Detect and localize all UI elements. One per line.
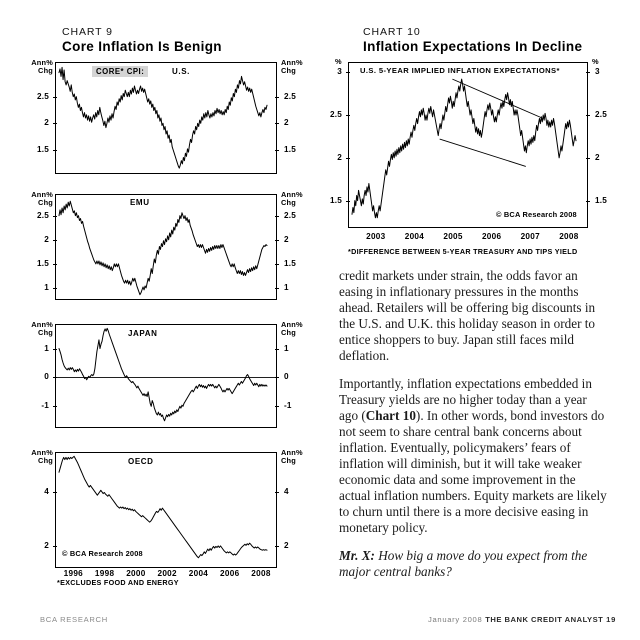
y-axis-tick-mark: [275, 377, 279, 378]
footer-page-number: 19: [606, 615, 616, 624]
lower-channel-line: [440, 139, 526, 166]
y-axis-tick-label: 2.5: [330, 110, 342, 120]
chart9-series-label-emu: EMU: [130, 198, 150, 207]
y-axis-tick-label: 1: [44, 343, 49, 353]
qa-paragraph: [339, 548, 609, 580]
y-axis-tick-mark: [586, 158, 590, 159]
chart10-ylabel-right: %: [592, 57, 599, 66]
chart9-panel-emu: [55, 194, 277, 300]
y-axis-tick-mark: [586, 115, 590, 116]
y-axis-tick-label: 1: [284, 282, 289, 292]
y-axis-tick-label: 2: [44, 541, 49, 551]
paragraph-2-part-b: ). In other words, bond investors do not seem to share central bank concerns about inflation. Eventually, policymakers’ fears of inflation will diminish, but it will take weaker economic data and some improvement in the actual inflation numbers. Equity markets are likely to churn until there is a more decisive easing in monetary policy.: [339, 407, 607, 536]
chart10-series-label: U.S. 5-YEAR IMPLIED INFLATION EXPECTATIONS*: [360, 66, 560, 75]
chart9-oecd-ylabel-right: Ann% Chg: [281, 448, 303, 466]
article-text-column: [339, 268, 609, 580]
chart9-header: [62, 26, 222, 54]
y-axis-tick-label: -1: [284, 401, 292, 411]
y-axis-tick-mark: [346, 72, 350, 73]
x-axis-tick-label: 2004: [188, 569, 209, 578]
y-axis-tick-mark: [275, 150, 279, 151]
x-axis-tick-label: 2008: [251, 569, 271, 578]
y-axis-tick-mark: [53, 349, 57, 350]
chart9-number: CHART 9: [62, 26, 113, 38]
y-axis-tick-mark: [53, 150, 57, 151]
y-axis-tick-mark: [275, 97, 279, 98]
y-axis-tick-label: 2: [595, 152, 600, 162]
chart9-emu-ylabel-left: Ann% Chg: [31, 190, 53, 208]
y-axis-tick-label: 2.5: [37, 91, 49, 101]
y-axis-tick-mark: [346, 201, 350, 202]
chart9-series-label-us: U.S.: [172, 67, 190, 76]
chart9-legend-core-cpi: CORE* CPI:: [92, 66, 148, 77]
y-axis-tick-label: 1.5: [284, 145, 296, 154]
y-axis-tick-label: -1: [41, 401, 49, 411]
y-axis-tick-label: 1.5: [284, 258, 296, 268]
chart10-plot: [348, 62, 588, 228]
panel-plot-japan: [55, 324, 277, 428]
chart-10-reference: Chart 10: [365, 407, 416, 423]
x-axis-tick-label: 2007: [520, 232, 540, 241]
y-axis-tick-mark: [346, 115, 350, 116]
y-axis-tick-label: 2: [44, 234, 49, 244]
y-axis-tick-mark: [53, 406, 57, 407]
y-axis-tick-label: 3: [337, 67, 342, 77]
y-axis-tick-label: 2.5: [284, 91, 296, 101]
y-axis-tick-mark: [275, 492, 279, 493]
x-axis-tick-label: 2004: [404, 232, 425, 241]
y-axis-tick-mark: [53, 288, 57, 289]
chart9-japan-ylabel-right: Ann% Chg: [281, 320, 303, 338]
y-axis-tick-mark: [53, 264, 57, 265]
y-axis-tick-label: 0: [44, 372, 49, 382]
y-axis-tick-label: 1: [284, 343, 289, 353]
chart9-panel-japan: [55, 324, 277, 428]
y-axis-tick-mark: [275, 264, 279, 265]
x-axis-tick-label: 2002: [157, 569, 177, 578]
x-axis-tick-label: 2006: [481, 232, 502, 241]
y-axis-tick-mark: [53, 492, 57, 493]
x-axis-tick-label: 2008: [559, 232, 579, 241]
chart9-us-ylabel-right: Ann% Chg: [281, 58, 303, 76]
y-axis-tick-label: 2.5: [37, 210, 49, 220]
panel-plot-emu: [55, 194, 277, 300]
chart9-footnote: *EXCLUDES FOOD AND ENERGY: [57, 578, 179, 587]
qa-question: How big a move do you expect from the major central banks?: [339, 547, 588, 579]
x-axis-tick-label: 1996: [63, 569, 84, 578]
y-axis-tick-label: 1.5: [37, 145, 49, 154]
panel-plot-us: [55, 62, 277, 174]
chart10-footnote: *DIFFERENCE BETWEEN 5-YEAR TREASURY AND TIPS YIELD: [348, 247, 578, 256]
x-axis-tick-label: 2000: [126, 569, 146, 578]
y-axis-tick-mark: [275, 240, 279, 241]
y-axis-tick-mark: [53, 97, 57, 98]
y-axis-tick-label: 2: [284, 234, 289, 244]
y-axis-tick-mark: [275, 349, 279, 350]
chart9-panel-us: [55, 62, 277, 174]
y-axis-tick-mark: [53, 546, 57, 547]
y-axis-tick-mark: [586, 201, 590, 202]
chart9-series-label-japan: JAPAN: [128, 329, 158, 338]
x-axis-tick-label: 2003: [366, 232, 386, 241]
y-axis-tick-mark: [275, 288, 279, 289]
paragraph-1: credit markets under strain, the odds favor an easing in inflationary pressures in the months ahead. Retailers will be offering big discounts in the U.S. and U.K. this holiday season in order to entice shoppers to buy. Japan still faces mild deflation.: [339, 268, 596, 364]
y-axis-tick-mark: [275, 216, 279, 217]
qa-speaker: Mr. X:: [339, 547, 375, 563]
chart9-us-ylabel-left: Ann% Chg: [31, 58, 53, 76]
y-axis-tick-mark: [346, 158, 350, 159]
x-axis-tick-label: 2006: [220, 569, 240, 578]
y-axis-tick-label: 2.5: [284, 210, 296, 220]
chart9-emu-ylabel-right: Ann% Chg: [281, 190, 303, 208]
chart9-title: Core Inflation Is Benign: [62, 39, 222, 54]
y-axis-tick-label: 1.5: [37, 258, 49, 268]
chart10-panel: [348, 62, 588, 228]
y-axis-tick-label: 2: [44, 118, 49, 128]
y-axis-tick-label: 0: [284, 372, 289, 382]
x-axis-tick-label: 1998: [94, 569, 115, 578]
y-axis-tick-label: 4: [44, 487, 49, 497]
footer-right: [428, 615, 616, 624]
y-axis-tick-label: 1.5: [595, 195, 607, 205]
footer-publication: THE BANK CREDIT ANALYST: [485, 615, 604, 624]
y-axis-tick-label: 2: [337, 152, 342, 162]
chart9-series-label-oecd: OECD: [128, 457, 154, 466]
y-axis-tick-label: 2.5: [595, 110, 607, 120]
y-axis-tick-mark: [275, 546, 279, 547]
y-axis-tick-mark: [53, 377, 57, 378]
chart9-oecd-ylabel-left: Ann% Chg: [31, 448, 53, 466]
y-axis-tick-label: 2: [284, 118, 289, 128]
chart10-number: CHART 10: [363, 26, 421, 38]
chart9-japan-ylabel-left: Ann% Chg: [31, 320, 53, 338]
y-axis-tick-label: 1: [44, 282, 49, 292]
paragraph-2-part-a: Importantly, inflation expectations embedded in Treasury yields are no higher today than a year ago (: [339, 375, 592, 423]
y-axis-tick-mark: [53, 123, 57, 124]
y-axis-tick-mark: [53, 216, 57, 217]
y-axis-tick-label: 2: [284, 541, 289, 551]
paragraph-2: [339, 376, 609, 537]
chart10-ylabel-left: %: [335, 57, 342, 66]
x-axis-tick-label: 2005: [443, 232, 463, 241]
y-axis-tick-mark: [53, 240, 57, 241]
chart10-copyright: © BCA Research 2008: [496, 210, 577, 219]
y-axis-tick-label: 3: [595, 67, 600, 77]
y-axis-tick-label: 4: [284, 487, 289, 497]
chart9-copyright: © BCA Research 2008: [62, 549, 143, 558]
y-axis-tick-label: 1.5: [330, 195, 342, 205]
chart10-header: [363, 26, 582, 54]
footer-date: January 2008: [427, 615, 483, 624]
y-axis-tick-mark: [586, 72, 590, 73]
y-axis-tick-mark: [275, 406, 279, 407]
footer-left: BCA RESEARCH: [40, 615, 108, 624]
y-axis-tick-mark: [275, 123, 279, 124]
chart10-title: Inflation Expectations In Decline: [363, 39, 583, 54]
